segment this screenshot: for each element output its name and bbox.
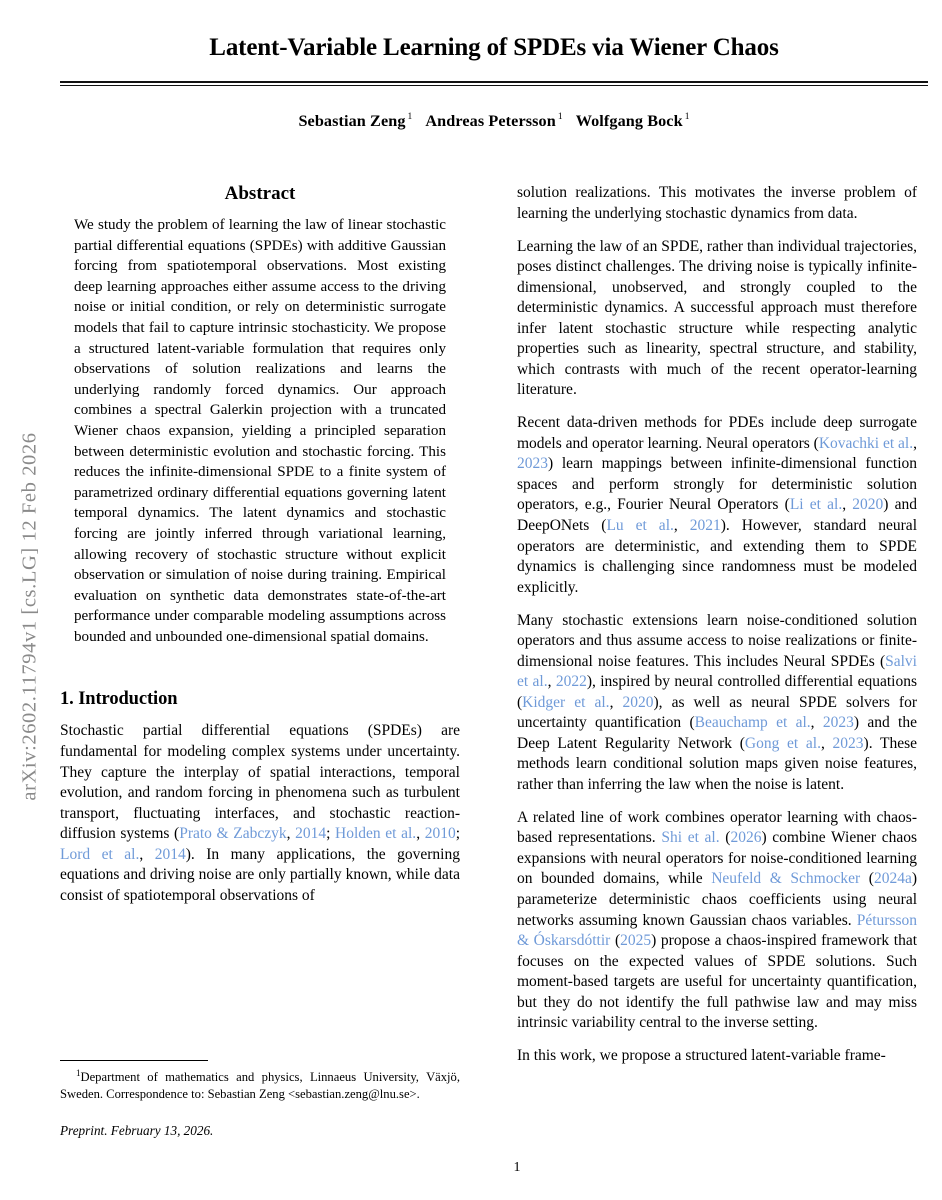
citation-year-beauchamp[interactable]: 2023 [822,714,854,732]
paragraph-text: ). These methods learn conditional solution maps given noise features, rather than inferring the law when the noise is latent. [517,734,918,793]
right-paragraph-6: In this work, we propose a structured latent-variable frame- [517,1047,886,1065]
paragraph-text: Many stochastic extensions learn noise-conditioned solution operators and thus assume access to noise realizations or finite-dimensional noise features. This includes Neural SPDEs ( [517,611,917,670]
citation-link-kovachki[interactable]: Kovachki et al. [818,434,914,452]
header-rule [60,81,928,86]
footnote-block [60,1060,460,1139]
citation-link-kidger[interactable]: Kidger et al. [522,693,610,711]
citation-year-petursson-oskarsdottir[interactable]: 2025 [620,932,652,950]
author-entry [425,112,562,130]
citation-link-lu[interactable]: Lu et al. [606,516,674,534]
footnote-body: Department of mathematics and physics, Linnaeus University, Växjö, Sweden. Correspondence to: Sebastian Zeng <sebastian.zeng@lnu.se>. [60,1070,460,1101]
citation-year-li[interactable]: 2020 [852,496,884,514]
paragraph-text: ) and the Deep Latent Regularity Network ( [517,714,917,752]
citation-year-kidger[interactable]: 2020 [622,693,654,711]
right-column [517,183,917,1173]
citation-link-salvi[interactable]: Salvi et al. [517,652,917,691]
citation-link-prato-zabczyk[interactable]: Prato & Zabczyk [179,825,287,843]
page-title: Latent-Variable Learning of SPDEs via Wiener Chaos [209,34,779,61]
author-entry [576,112,690,130]
paragraph-text: ) propose a chaos-inspired framework that focuses on the expected values of SPDE solutions. Such moment-based targets are useful for uncertainty quantification, but they do not identify the full pathwise law and may miss intrinsic variability central to the inverse setting. [517,932,918,1032]
paragraph-text: ) combine Wiener chaos expansions with neural operators for noise-conditioned learning on bounded domains, while [517,829,917,888]
author-affiliation-mark: 1 [684,112,690,123]
citation-separator: ; [326,825,336,843]
two-column-body [60,183,932,1173]
paragraph-text: ( [719,829,731,847]
right-paragraph-4: Many stochastic extensions learn noise-conditioned solution operators and thus assume access to noise realizations or finite-dimensional noise features. This includes Neural SPDEs (Salvi et al., 2022), inspired by neural controlled differential equations (Kidger et al., 2020), as well as neural SPDE solvers for uncertainty quantification (Beauchamp et al., 2023) and the Deep Latent Regularity Network (Gong et al., 2023). These methods learn conditional solution maps given noise features, rather than inferring the law when the noise is latent. [517,611,918,793]
paper-page [46,0,942,1200]
citation-link-lord[interactable]: Lord et al. [60,845,140,863]
citation-separator: ; [455,825,461,843]
citation-year-neufeld-schmocker[interactable]: 2024a [873,870,912,888]
citation-year-holden[interactable]: 2010 [424,825,456,843]
paragraph-text: ) parameterize deterministic chaos coefficients using neural networks assuming known Gaussian chaos variables. [517,870,917,929]
paper-header [60,22,928,131]
author-name: Sebastian Zeng [298,111,406,130]
right-paragraph-2: Learning the law of an SPDE, rather than individual trajectories, poses distinct challenges. The driving noise is typically infinite-dimensional, unobserved, and strongly coupled to the deterministic dynamics. A successful approach must therefore infer latent stochastic structure while respecting analytic properties such as linearity, spectral structure, and stability, which contrasts with much of the recent operator-learning literature. [517,237,917,399]
citation-year-kovachki[interactable]: 2023 [517,455,548,473]
left-column [60,183,460,1173]
citation-year-salvi[interactable]: 2022 [555,673,587,691]
citation-year-lord[interactable]: 2014 [154,845,186,863]
arxiv-stamp-text: arXiv:2602.11794v1 [cs.LG] 12 Feb 2026 [18,432,41,801]
section-spacer [60,647,460,689]
citation-link-gong[interactable]: Gong et al. [744,734,821,752]
paragraph-text: ( [860,870,874,888]
paragraph-text: ) and DeepONets ( [517,496,917,534]
abstract-heading: Abstract [224,183,296,204]
footnote-text [60,1068,460,1102]
author-name: Andreas Petersson [425,111,556,130]
author-affiliation-mark: 1 [407,112,413,123]
citation-link-holden[interactable]: Holden et al. [335,825,417,843]
paragraph-text: A related line of work combines operator learning with chaos-based representations. [517,808,917,847]
paragraph-text: Stochastic partial differential equations (SPDEs) are fundamental for modeling complex systems under uncertainty. They capture the interplay of spatial interactions, temporal evolution, and random forcing in phenomena such as turbulent transport, fluctuating interfaces, and stochastic reaction-diffusion systems ( [60,722,460,843]
citation-link-shi[interactable]: Shi et al. [661,829,720,847]
paragraph-text: ). However, standard neural operators are deterministic, and extending them to SPDE dynamics is challenging since randomness must be modeled explicitly. [517,516,917,596]
citation-year-prato-zabczyk[interactable]: 2014 [295,825,327,843]
citation-year-lu[interactable]: 2021 [689,516,721,534]
author-entry [298,112,412,130]
preprint-note: Preprint. February 13, 2026. [60,1123,214,1139]
paragraph-text: ), as well as neural SPDE solvers for uncertainty quantification ( [517,693,917,732]
intro-paragraph-1: Stochastic partial differential equations (SPDEs) are fundamental for modeling complex systems under uncertainty. They capture the interplay of spatial interactions, temporal evolution, and random forcing in phenomena such as turbulent transport, fluctuating interfaces, and stochastic reaction-diffusion systems (Prato & Zabczyk, 2014; Holden et al., 2010; Lord et al., 2014). In many applications, the governing equations and driving noise are only partially known, while data consist of spatiotemporal observations of [60,722,461,904]
section-heading-introduction: 1. Introduction [60,689,178,710]
citation-year-gong[interactable]: 2023 [832,734,864,752]
right-paragraph-5 [517,808,917,1034]
page-number: 1 [513,1160,521,1175]
citation-link-li[interactable]: Li et al. [789,496,843,514]
citation-link-neufeld-schmocker[interactable]: Neufeld & Schmocker [711,870,861,888]
paragraph-text: ( [610,932,621,950]
author-name: Wolfgang Bock [575,111,683,130]
paragraph-text: ) learn mappings between infinite-dimensional function spaces and perform strongly for deterministic solution operators, e.g., Fourier Neural Operators ( [517,455,917,514]
paragraph-text: Recent data-driven methods for PDEs include deep surrogate models and operator learning. Neural operators ( [517,414,917,452]
author-affiliation-mark: 1 [557,112,563,123]
footnote-rule [60,1060,208,1061]
right-paragraph-1: solution realizations. This motivates the inverse problem of learning the underlying stochastic dynamics from data. [517,184,917,222]
citation-link-petursson-oskarsdottir[interactable]: Pétursson & Óskarsdóttir [517,911,917,950]
abstract-text: We study the problem of learning the law of linear stochastic partial differential equations (SPDEs) with additive Gaussian forcing from spatiotemporal observations. Most existing deep learning approaches either assume access to the driving noise or initial condition, or rely on deterministic surrogate models that fail to capture intrinsic stochasticity. We propose a structured latent-variable formulation that requires only observations of solution realizations and learns the underlying randomly forced dynamics. Our approach combines a spectral Galerkin projection with a truncated Wiener chaos expansion, yielding a principled separation between deterministic evolution and stochastic forcing. This reduces the infinite-dimensional SPDE to a finite system of parametrized ordinary differential equations governing latent temporal dynamics. The latent dynamics and stochastic forcing are jointly inferred through variational learning, allowing recovery of stochastic structure without explicit observation or simulation of noise during training. Empirical evaluation on synthetic data demonstrates state-of-the-art performance under comparable modeling assumptions across bounded and unbounded one-dimensional spatial domains. [74,217,446,645]
paragraph-text: ), inspired by neural controlled differential equations ( [517,673,918,711]
paragraph-text: ). In many applications, the governing equations and driving noise are only partially known, while data consist of spatiotemporal observations of [60,845,460,904]
citation-year-shi[interactable]: 2026 [730,829,762,847]
footnote-marker: 1 [76,1068,81,1078]
author-list [60,112,928,131]
citation-link-beauchamp[interactable]: Beauchamp et al. [694,714,811,732]
right-paragraph-3: Recent data-driven methods for PDEs include deep surrogate models and operator learning. Neural operators (Kovachki et al., 2023) learn mappings between infinite-dimensional function spaces and perform strongly for deterministic solution operators, e.g., Fourier Neural Operators (Li et al., 2020) and DeepONets (Lu et al., 2021). However, standard neural operators are deterministic, and extending them to SPDE dynamics is challenging since randomness must be modeled explicitly. [517,414,917,596]
arxiv-stamp [0,0,46,1200]
